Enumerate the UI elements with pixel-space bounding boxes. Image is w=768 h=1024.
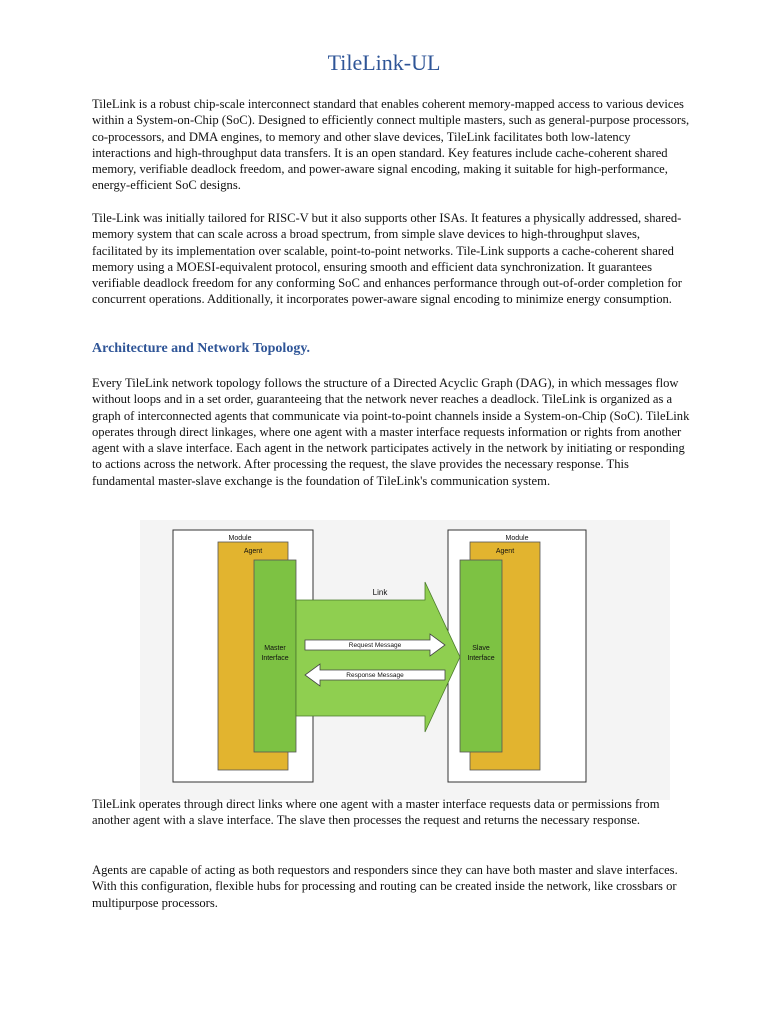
right-module-label: Module: [505, 535, 529, 542]
link-arrow: [296, 582, 460, 732]
tile-link-paragraph: Tile-Link was initially tailored for RISC-V but it also supports other ISAs. It features a physically addressed, shared-memory system that can scale across a broad spectrum, from simple slave devices to high-throughput slaves, facilitated by its implementation over scalable, point-to-point networks. Tile-Link supports a cache-coherent shared memory using a MOESI-equivalent protocol, ensuring smooth and efficient data synchronization. It guarantees verifiable deadlock freedom for any conforming SoC and enhances performance through out-of-order completion for concurrent operations. Additionally, it incorporates power-aware signal encoding to minimize energy consumption.: [92, 211, 682, 307]
intro-paragraph: TileLink is a robust chip-scale interconnect standard that enables coherent memory-mapped access to various devices within a System-on-Chip (SoC). Designed to efficiently connect multiple masters, such as general-purpose processors, co-processors, and DMA engines, to memory and other slave devices, TileLink facilitates both low-latency interactions and high-throughput data transfers. It is an open standard. Key features include cache-coherent shared memory, verifiable deadlock freedom, and power-aware signal encoding, making it suitable for high-performance, energy-efficient SoC designs.: [92, 97, 690, 193]
master-interface-label-line2: Interface: [261, 655, 289, 662]
agents-paragraph: Agents are capable of acting as both requestors and responders since they can have both master and slave interfaces. With this configuration, flexible hubs for processing and routing can be created inside the network, like crossbars or multipurpose processors.: [92, 863, 678, 910]
document-title: TileLink-UL: [327, 50, 441, 75]
left-agent-label: Agent: [243, 548, 263, 555]
left-module-label: Module: [228, 535, 252, 542]
request-message-label: Request Message: [348, 642, 402, 649]
topology-paragraph: Every TileLink network topology follows the structure of a Directed Acyclic Graph (DAG), in which messages flow without loops and in a set order, guaranteeing that the network never reaches a deadlock. TileLink is organized as a graph of interconnected agents that communicate via point-to-point channels inside a System-on-Chip (SoC). TileLink operates through direct linkages, where one agent with a master interface requests information or rights from another agent with a slave interface. Each agent in the network participates actively in the network by initiating or responding to actions across the network. After processing the request, the slave provides the necessary response. This fundamental master-slave exchange is the foundation of TileLink's communication system.: [92, 376, 690, 488]
slave-interface-label-line1: Slave: [472, 645, 490, 652]
section-heading: Architecture and Network Topology.: [92, 341, 311, 356]
direct-links-paragraph: TileLink operates through direct links where one agent with a master interface requests data or permissions from another agent with a slave interface. The slave then processes the request and returns the necessary response.: [92, 797, 660, 828]
tilelink-diagram: [140, 520, 670, 800]
slave-interface-label-line2: Interface: [467, 655, 495, 662]
right-agent-label: Agent: [495, 548, 515, 555]
master-interface-label-line1: Master: [264, 645, 286, 652]
link-label: Link: [372, 588, 388, 597]
response-message-label: Response Message: [346, 672, 404, 679]
